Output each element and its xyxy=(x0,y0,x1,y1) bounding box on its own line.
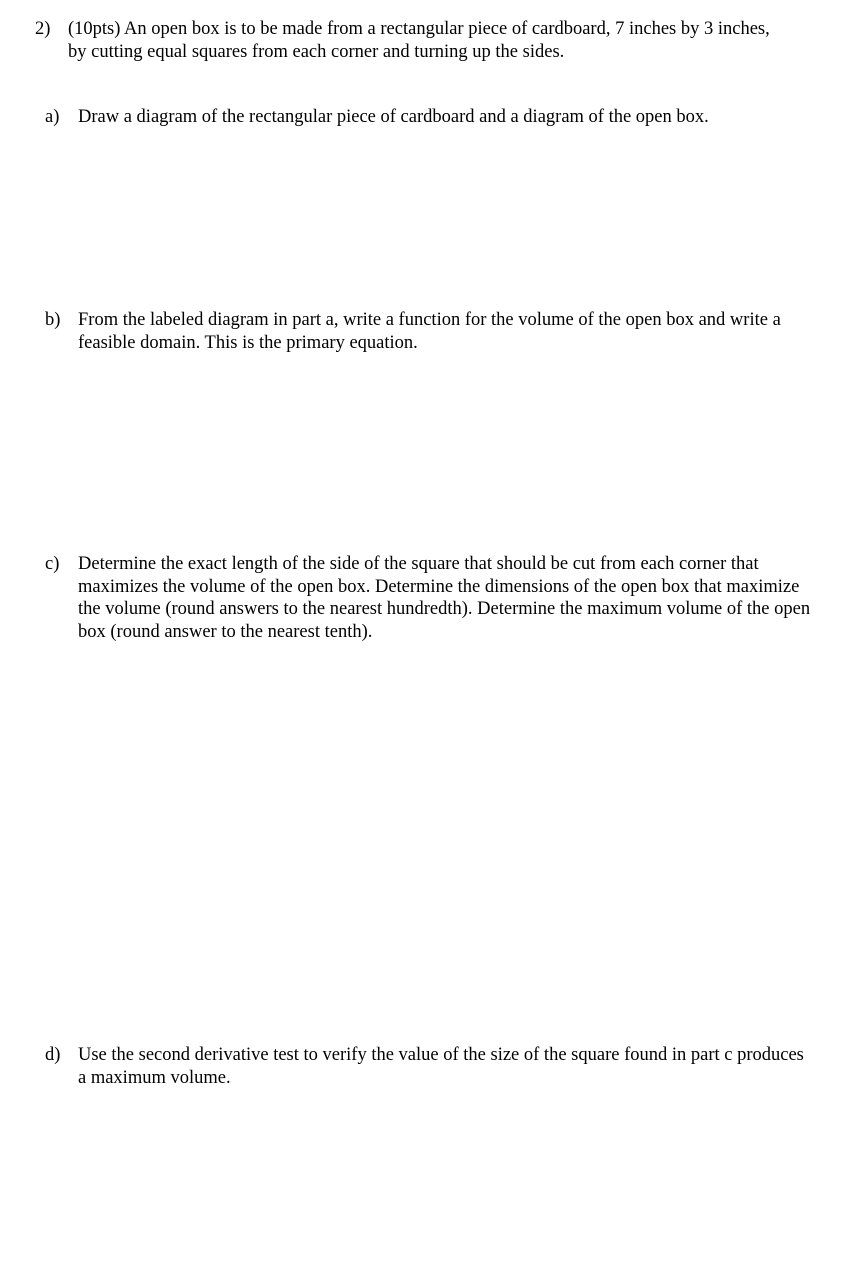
part-d xyxy=(45,1044,805,1089)
part-a-text: Draw a diagram of the rectangular piece of cardboard and a diagram of the open box. xyxy=(78,107,709,127)
part-b-text: From the labeled diagram in part a, write a function for the volume of the open box and write a feasible domain. This is the primary equation. xyxy=(78,310,781,353)
question-text: (10pts) An open box is to be made from a rectangular piece of cardboard, 7 inches by 3 inches, by cutting equal squares from each corner and turning up the sides. xyxy=(68,19,770,62)
part-c-text: Determine the exact length of the side of the square that should be cut from each corner that maximizes the volume of the open box. Determine the dimensions of the open box that maximize the volume (round answers to the nearest hundredth). Determine the maximum volume of the open box (round answer to the nearest tenth). xyxy=(78,554,811,642)
part-d-text: Use the second derivative test to verify the value of the size of the square found in part c produces a maximum volume. xyxy=(78,1045,804,1088)
part-a-label: a) xyxy=(45,107,60,127)
part-b xyxy=(45,309,805,354)
part-d-label: d) xyxy=(45,1045,61,1065)
part-c-label: c) xyxy=(45,554,60,574)
part-a xyxy=(45,106,805,129)
part-c xyxy=(45,553,815,643)
part-b-label: b) xyxy=(45,310,61,330)
question-2 xyxy=(35,18,775,63)
question-number: 2) xyxy=(35,19,51,39)
